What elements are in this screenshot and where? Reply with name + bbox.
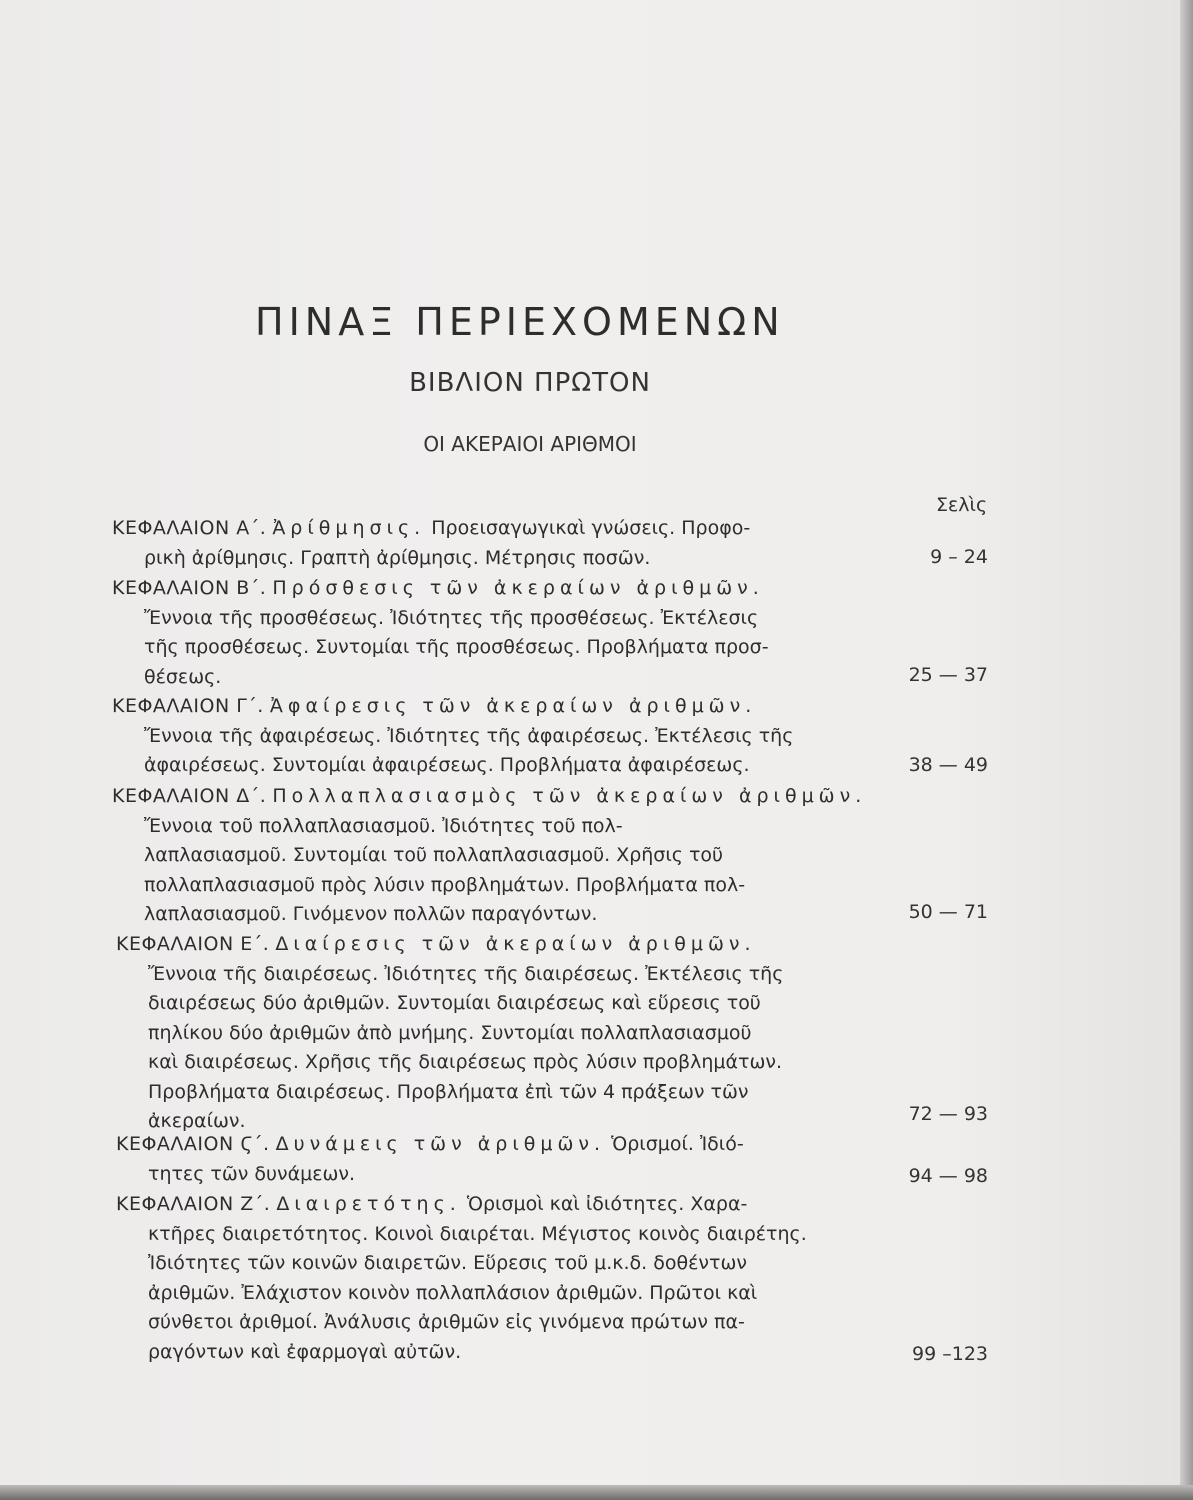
chapter-line: ραγόντων καὶ ἐφαρμογαὶ αὐτῶν. bbox=[148, 1340, 462, 1363]
chapter-line: Ἔννοια τῆς ἀφαιρέσεως. Ἰδιότητες τῆς ἀφαιρέσεως. Ἐκτέλεσις τῆς bbox=[144, 724, 794, 747]
chapter-line: ἀκεραίων. bbox=[148, 1110, 246, 1132]
chapter-topic: Πολλαπλασιασμὸς τῶν ἀκεραίων ἀριθμῶν. bbox=[272, 785, 867, 807]
toc-entry bbox=[112, 514, 857, 573]
chapter-line: πηλίκου δύο ἀριθμῶν ἀπὸ μνήμης. Συντομίαι πολλαπλασιασμοῦ bbox=[148, 1021, 752, 1044]
chapter-line: διαιρέσεως δύο ἀριθμῶν. Συντομίαι διαιρέσεως καὶ εὕρεσις τοῦ bbox=[148, 992, 761, 1014]
chapter-line: κτῆρες διαιρετότητος. Κοινοὶ διαιρέται. Μέγιστος κοινὸς διαιρέτης. bbox=[148, 1222, 807, 1245]
chapter-topic: Πρόσθεσις τῶν ἀκεραίων ἀριθμῶν. bbox=[272, 577, 764, 599]
toc-entry bbox=[116, 1130, 861, 1189]
chapter-line: ἀφαιρέσεως. Συντομίαι ἀφαιρέσεως. Προβλήματα ἀφαιρέσεως. bbox=[144, 754, 750, 776]
chapter-topic: Ἀφαίρεσις τῶν ἀκεραίων ἀριθμῶν. bbox=[269, 695, 757, 717]
chapter-line: πολλαπλασιασμοῦ πρὸς λύσιν προβλημάτων. Προβλήματα πολ- bbox=[144, 873, 746, 896]
toc-entry bbox=[116, 930, 876, 1137]
chapter-heading: ΚΕΦΑΛΑΙΟΝ Ε΄. bbox=[116, 933, 270, 955]
page-column-label: Σελὶς bbox=[936, 494, 988, 516]
chapter-line: λαπλασιασμοῦ. Γινόμενον πολλῶν παραγόντων. bbox=[144, 903, 598, 925]
book-heading: ΒΙΒΛΙΟΝ ΠΡΩΤΟΝ bbox=[409, 368, 651, 398]
toc-entry bbox=[112, 574, 882, 692]
toc-entry bbox=[112, 782, 872, 930]
chapter-line: Ἰδιότητες τῶν κοινῶν διαιρετῶν. Εὕρεσις τοῦ μ.κ.δ. δοθέντων bbox=[148, 1252, 747, 1274]
chapter-line: καὶ διαιρέσεως. Χρῆσις τῆς διαιρέσεως πρὸς λύσιν προβλημάτων. bbox=[148, 1051, 783, 1073]
chapter-heading: ΚΕΦΑΛΑΙΟΝ Β΄. bbox=[112, 577, 267, 599]
chapter-line: τῆς προσθέσεως. Συντομίαι τῆς προσθέσεως. Προβλήματα προσ- bbox=[144, 636, 769, 658]
chapter-line: Ἔννοια τῆς διαιρέσεως. Ἰδιότητες τῆς διαιρέσεως. Ἐκτέλεσις τῆς bbox=[148, 962, 784, 985]
chapter-topic: Διαιρετότης. bbox=[276, 1193, 461, 1215]
chapter-line: θέσεως. bbox=[144, 665, 222, 688]
chapter-line: λαπλασιασμοῦ. Συντομίαι τοῦ πολλαπλασιασμοῦ. Χρῆσις τοῦ bbox=[144, 844, 724, 866]
chapter-pages: 72 — 93 bbox=[908, 1103, 988, 1125]
chapter-heading: ΚΕΦΑΛΑΙΟΝ Γ΄. bbox=[112, 695, 264, 717]
chapter-pages: 38 — 49 bbox=[908, 754, 988, 776]
chapter-line: Προεισαγωγικαὶ γνώσεις. Προφο- bbox=[431, 517, 751, 539]
chapter-line: Ὁρισμοὶ καὶ ἰδιότητες. Χαρα- bbox=[466, 1193, 748, 1215]
chapter-line: Ἔννοια τοῦ πολλαπλασιασμοῦ. Ἰδιότητες τοῦ πολ- bbox=[144, 814, 623, 837]
chapter-line: Ἔννοια τῆς προσθέσεως. Ἰδιότητες τῆς προσθέσεως. Ἐκτέλεσις bbox=[144, 606, 759, 629]
chapter-heading: ΚΕΦΑΛΑΙΟΝ Ζ΄. bbox=[116, 1193, 271, 1215]
chapter-pages: 9 – 24 bbox=[930, 546, 988, 568]
section-subtitle: ΟΙ ΑΚΕΡΑΙΟΙ ΑΡΙΘΜΟΙ bbox=[423, 432, 637, 456]
chapter-topic: Διαίρεσις τῶν ἀκεραίων ἀριθμῶν. bbox=[275, 933, 756, 955]
chapter-pages: 99 –123 bbox=[912, 1343, 988, 1365]
chapter-topic: Δυνάμεις τῶν ἀριθμῶν. bbox=[275, 1133, 606, 1155]
toc-entry bbox=[112, 692, 872, 781]
chapter-line: ρικὴ ἀρίθμησις. Γραπτὴ ἀρίθμησις. Μέτρησις ποσῶν. bbox=[144, 546, 651, 569]
page-title: ΠΙΝΑΞ ΠΕΡΙΕΧΟΜΕΝΩΝ bbox=[255, 300, 785, 344]
chapter-line: τητες τῶν δυνάμεων. bbox=[148, 1162, 356, 1185]
chapter-heading: ΚΕΦΑΛΑΙΟΝ Α΄. bbox=[112, 517, 267, 539]
page-edge bbox=[1180, 0, 1193, 1500]
chapter-line: σύνθετοι ἀριθμοί. Ἀνάλυσις ἀριθμῶν εἰς γινόμενα πρώτων πα- bbox=[148, 1311, 745, 1333]
toc-entry bbox=[116, 1190, 856, 1367]
page-edge-bottom bbox=[0, 1485, 1193, 1500]
chapter-line: Ὁρισμοί. Ἰδιό- bbox=[611, 1133, 744, 1155]
chapter-topic: Ἀρίθμησις. bbox=[272, 517, 426, 539]
chapter-pages: 94 — 98 bbox=[908, 1165, 988, 1187]
chapter-pages: 25 — 37 bbox=[908, 664, 988, 686]
chapter-heading: ΚΕΦΑΛΑΙΟΝ Δ΄. bbox=[112, 785, 267, 807]
chapter-line: ἀριθμῶν. Ἐλάχιστον κοινὸν πολλαπλάσιον ἀριθμῶν. Πρῶτοι καὶ bbox=[148, 1281, 758, 1304]
chapter-pages: 50 — 71 bbox=[908, 901, 988, 923]
chapter-line: Προβλήματα διαιρέσεως. Προβλήματα ἐπὶ τῶν 4 πράξεων τῶν bbox=[148, 1080, 749, 1103]
chapter-heading: ΚΕΦΑΛΑΙΟΝ Ϛ΄. bbox=[116, 1133, 270, 1155]
